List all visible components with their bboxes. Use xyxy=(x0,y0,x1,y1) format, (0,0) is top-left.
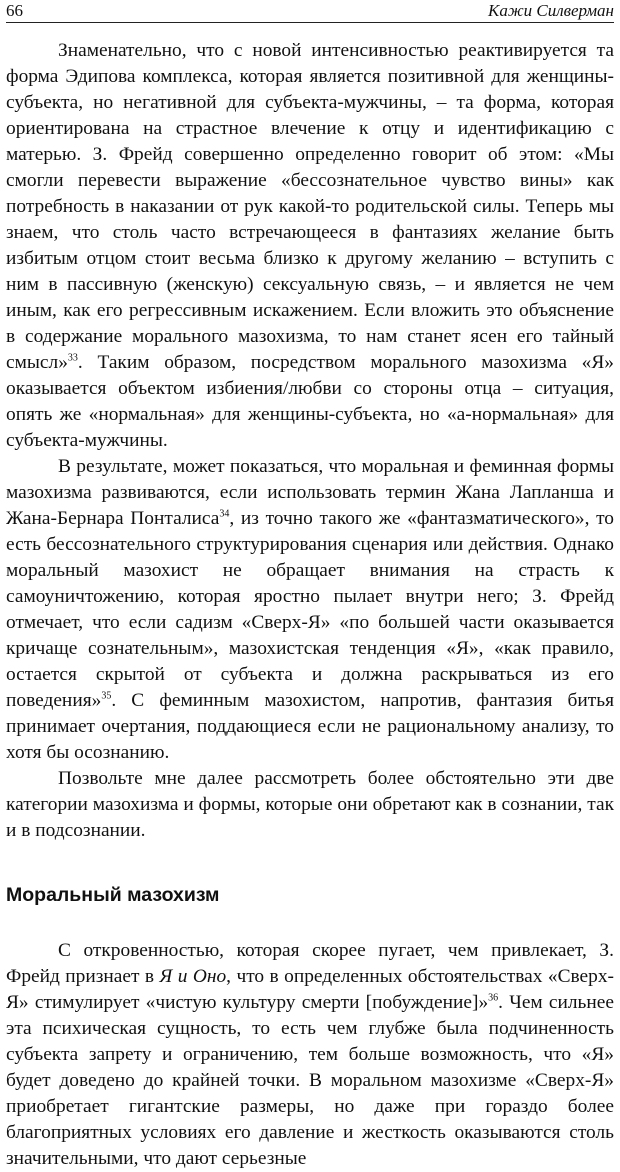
paragraph-text: . Таким образом, посредством морального мазохизма «Я» оказывается объектом избиения/любви со стороны отца – ситуация, опять же «нормальная» для женщины-субъекта, но «а-нормальная» для субъекта-мужчины. xyxy=(6,352,614,451)
paragraph xyxy=(6,38,614,454)
paragraph xyxy=(6,766,614,844)
paragraph-text: , из точно такого же «фантазматического», то есть бессознательного структурирования сценария или действия. Однако моральный мазохист не обращает внимания на страсть к самоуничтожению, которая яростно пылает внутри него; З. Фрейд отмечает, что если садизм «Сверх-Я» «по большей части оказывается кричаще сознательным», мазохистская тенденция «Я», «как правило, остается скрытой от субъекта и должна раскрываться из его поведения» xyxy=(6,508,615,711)
page-body xyxy=(6,38,614,1172)
paragraph-text: С откровенностью, которая скорее пугает, чем привлекает, З. Фрейд признает в xyxy=(6,940,614,987)
footnote-ref: 36 xyxy=(488,992,499,1004)
footnote-ref: 34 xyxy=(219,508,230,520)
paragraph xyxy=(6,454,614,766)
paragraph-text: . С феминным мазохистом, напротив, фантазия битья принимает очертания, поддающиеся если не рациональному анализу, то хотя бы осознанию. xyxy=(6,690,614,763)
paragraph-text: Знаменательно, что с новой интенсивностью реактивируется та форма Эдипова комплекса, которая является позитивной для женщины-субъекта, но негативной для субъекта-мужчины, – та форма, которая ориентирована на страстное влечение к отцу и идентификацию с матерью. З. Фрейд совершенно определенно говорит об этом: «Мы смогли перевести выражение «бессознательное чувство вины» как потребность в наказании от рук какой-то родительской силы. Теперь мы знаем, что столь часто встречающееся в фантазиях желание быть избитым отцом стоит весьма близко к другому желанию – вступить с ним в пассивную (женскую) сексуальную связь, – и является не чем иным, как его регрессивным искажением. Если вложить это объяснение в содержание морального мазохизма, то нам станет ясен его тайный смысл» xyxy=(6,40,614,373)
paragraph xyxy=(6,938,614,1172)
footnote-ref: 35 xyxy=(101,690,112,702)
page-header xyxy=(6,0,614,23)
paragraph-text: В результате, может показаться, что моральная и феминная формы мазохизма развиваются, если использовать термин Жана Лапланша и Жана-Бернара Понталиса xyxy=(6,456,614,529)
section-heading: Моральный мазохизм xyxy=(6,884,220,906)
paragraph-text: , что в определенных обстоятельствах «Сверх-Я» стимулирует «чистую культуру смерти [побуждение]» xyxy=(6,966,614,1013)
page-number: 66 xyxy=(6,1,23,20)
footnote-ref: 33 xyxy=(67,352,78,364)
book-title: Я и Оно xyxy=(159,966,227,987)
paragraph-text: Позвольте мне далее рассмотреть более обстоятельно эти две категории мазохизма и формы, которые они обретают как в сознании, так и в подсознании. xyxy=(6,768,614,841)
paragraph-text: . Чем сильнее эта психическая сущность, то есть чем глубже была подчиненность субъекта запрету и ограничению, тем больше возможность, что «Я» будет доведено до крайней точки. В моральном мазохизме «Сверх-Я» приобретает гигантские размеры, но даже при гораздо более благоприятных условиях его давление и жесткость оказываются столь значительными, что дают серьезные xyxy=(6,992,614,1169)
running-head-author: Кажи Силверман xyxy=(488,1,614,20)
